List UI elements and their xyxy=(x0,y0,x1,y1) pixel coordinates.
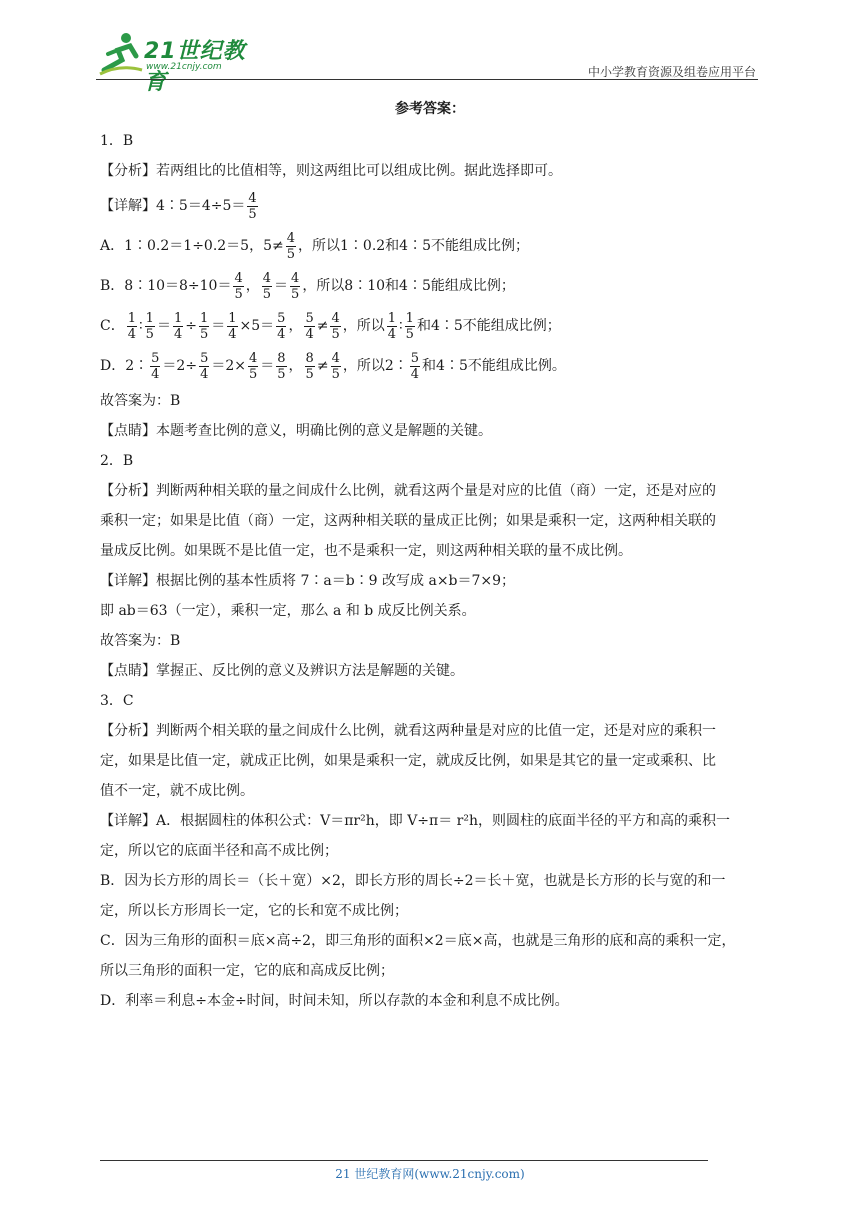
q1-analysis: 【分析】若两组比的比值相等，则这两组比可以组成比例。据此选择即可。 xyxy=(100,163,562,179)
q2-answer: 故答案为：B xyxy=(100,633,181,649)
q3-option-c-1: C．因为三角形的面积＝底×高÷2，即三角形的面积×2＝底×高，也就是三角形的底和高的乘积一定， xyxy=(100,933,736,949)
q1-option-d: D．2∶ $\frac{5}{4}$ ＝2÷ $\frac{5}{4}$ ＝2× $\frac{4}{5}$ ＝ $\frac{8}{5}$ ， $\frac{8}{5}$ ≠ $\frac{4}{5}$ ，所以2∶ $\frac{5}{4}$ 和4∶5不能组成比例。 xyxy=(100,350,566,382)
q1-answer: 故答案为：B xyxy=(100,393,181,409)
q3-option-b-2: 定，所以长方形周长一定，它的长和宽不成比例； xyxy=(100,903,408,919)
q1-option-c: C． $\frac{1}{4}$ ∶ $\frac{1}{5}$ ＝ $\frac{1}{4}$ ÷ $\frac{1}{5}$ ＝ $\frac{1}{4}$ ×5＝ $\frac{5}{4}$ ， $\frac{5}{4}$ ≠ $\frac{4}{5}$ ，所以 $\frac{1}{4}$ ∶ $\frac{1}{5}$ 和4∶5不能组成比例； xyxy=(100,310,561,342)
fraction: $\frac{4}{5}$ xyxy=(248,190,257,222)
q1-option-a: A．1∶0.2＝1÷0.2＝5，5≠ $\frac{4}{5}$ ，所以1∶0.2和4∶5不能组成比例； xyxy=(100,230,530,262)
answer-content xyxy=(100,126,764,1016)
platform-name: 中小学教育资源及组卷应用平台 xyxy=(587,65,756,79)
q3-detail-a2: 定，所以它的底面半径和高不成比例； xyxy=(100,843,338,859)
q2-analysis-2: 乘积一定；如果是比值（商）一定，这两种相关联的量成正比例；如果是乘积一定，这两种相关联的 xyxy=(100,513,716,529)
footer-link[interactable]: 21 世纪教育网(www.21cnjy.com) xyxy=(335,1167,525,1181)
q3-analysis-1: 【分析】判断两个相关联的量之间成什么比例，就看这两种量是对应的比值一定，还是对应的乘积一 xyxy=(100,723,716,739)
q3-number: 3．C xyxy=(100,693,134,709)
q1-number: 1．B xyxy=(100,133,134,149)
fraction: $\frac{4}{5}$ xyxy=(286,230,296,262)
q2-detail-2: 即 ab＝63（一定），乘积一定，那么 a 和 b 成反比例关系。 xyxy=(100,603,476,619)
logo xyxy=(96,30,266,95)
q3-option-b-1: B．因为长方形的周长＝（长＋宽）×2，即长方形的周长÷2＝长＋宽，也就是长方形的长与宽的和一 xyxy=(100,873,726,889)
header-divider xyxy=(96,79,758,80)
q3-analysis-3: 值不一定，就不成比例。 xyxy=(100,783,254,799)
page-header xyxy=(0,0,860,95)
q2-analysis-3: 量成反比例。如果既不是比值一定，也不是乘积一定，则这两种相关联的量不成比例。 xyxy=(100,543,632,559)
q1-comment: 【点睛】本题考查比例的意义，明确比例的意义是解题的关键。 xyxy=(100,423,492,439)
q3-analysis-2: 定，如果是比值一定，就成正比例，如果是乘积一定，就成反比例，如果是其它的量一定或乘积、比 xyxy=(100,753,716,769)
logo-url: www.21cnjy.com xyxy=(146,62,222,72)
q1-detail-text: 【详解】4∶5＝4÷5＝ xyxy=(100,198,246,214)
fraction: $\frac{4}{5}$ xyxy=(262,270,272,302)
fraction: $\frac{4}{5}$ xyxy=(234,270,243,302)
q2-analysis-1: 【分析】判断两种相关联的量之间成什么比例，就看这两个量是对应的比值（商）一定，还是对应的 xyxy=(100,483,716,499)
q3-option-c-2: 所以三角形的面积一定，它的底和高成反比例； xyxy=(100,963,394,979)
q3-detail-a1: 【详解】A．根据圆柱的体积公式：V＝πr²h，即 V÷π＝ r²h，则圆柱的底面半径的平方和高的乘积一 xyxy=(100,813,731,829)
footer-divider xyxy=(100,1160,708,1161)
q3-option-d-1: D．利率＝利息÷本金÷时间，时间未知，所以存款的本金和利息不成比例。 xyxy=(100,993,569,1009)
q2-detail-1: 【详解】根据比例的基本性质将 7∶a＝b∶9 改写成 a×b＝7×9； xyxy=(100,573,516,589)
q1-detail xyxy=(100,186,764,226)
q2-comment: 【点睛】掌握正、反比例的意义及辨识方法是解题的关键。 xyxy=(100,663,464,679)
fraction: $\frac{4}{5}$ xyxy=(291,270,300,302)
q1-option-b: B．8∶10＝8÷10＝ $\frac{4}{5}$ ， $\frac{4}{5}$ ＝ $\frac{4}{5}$ ，所以8∶10和4∶5能组成比例； xyxy=(100,270,515,302)
q2-number: 2．B xyxy=(100,453,134,469)
page-title: 参考答案： xyxy=(395,101,465,117)
runner-logo-icon xyxy=(96,30,144,76)
logo-text: 21世纪教育 xyxy=(144,39,246,95)
